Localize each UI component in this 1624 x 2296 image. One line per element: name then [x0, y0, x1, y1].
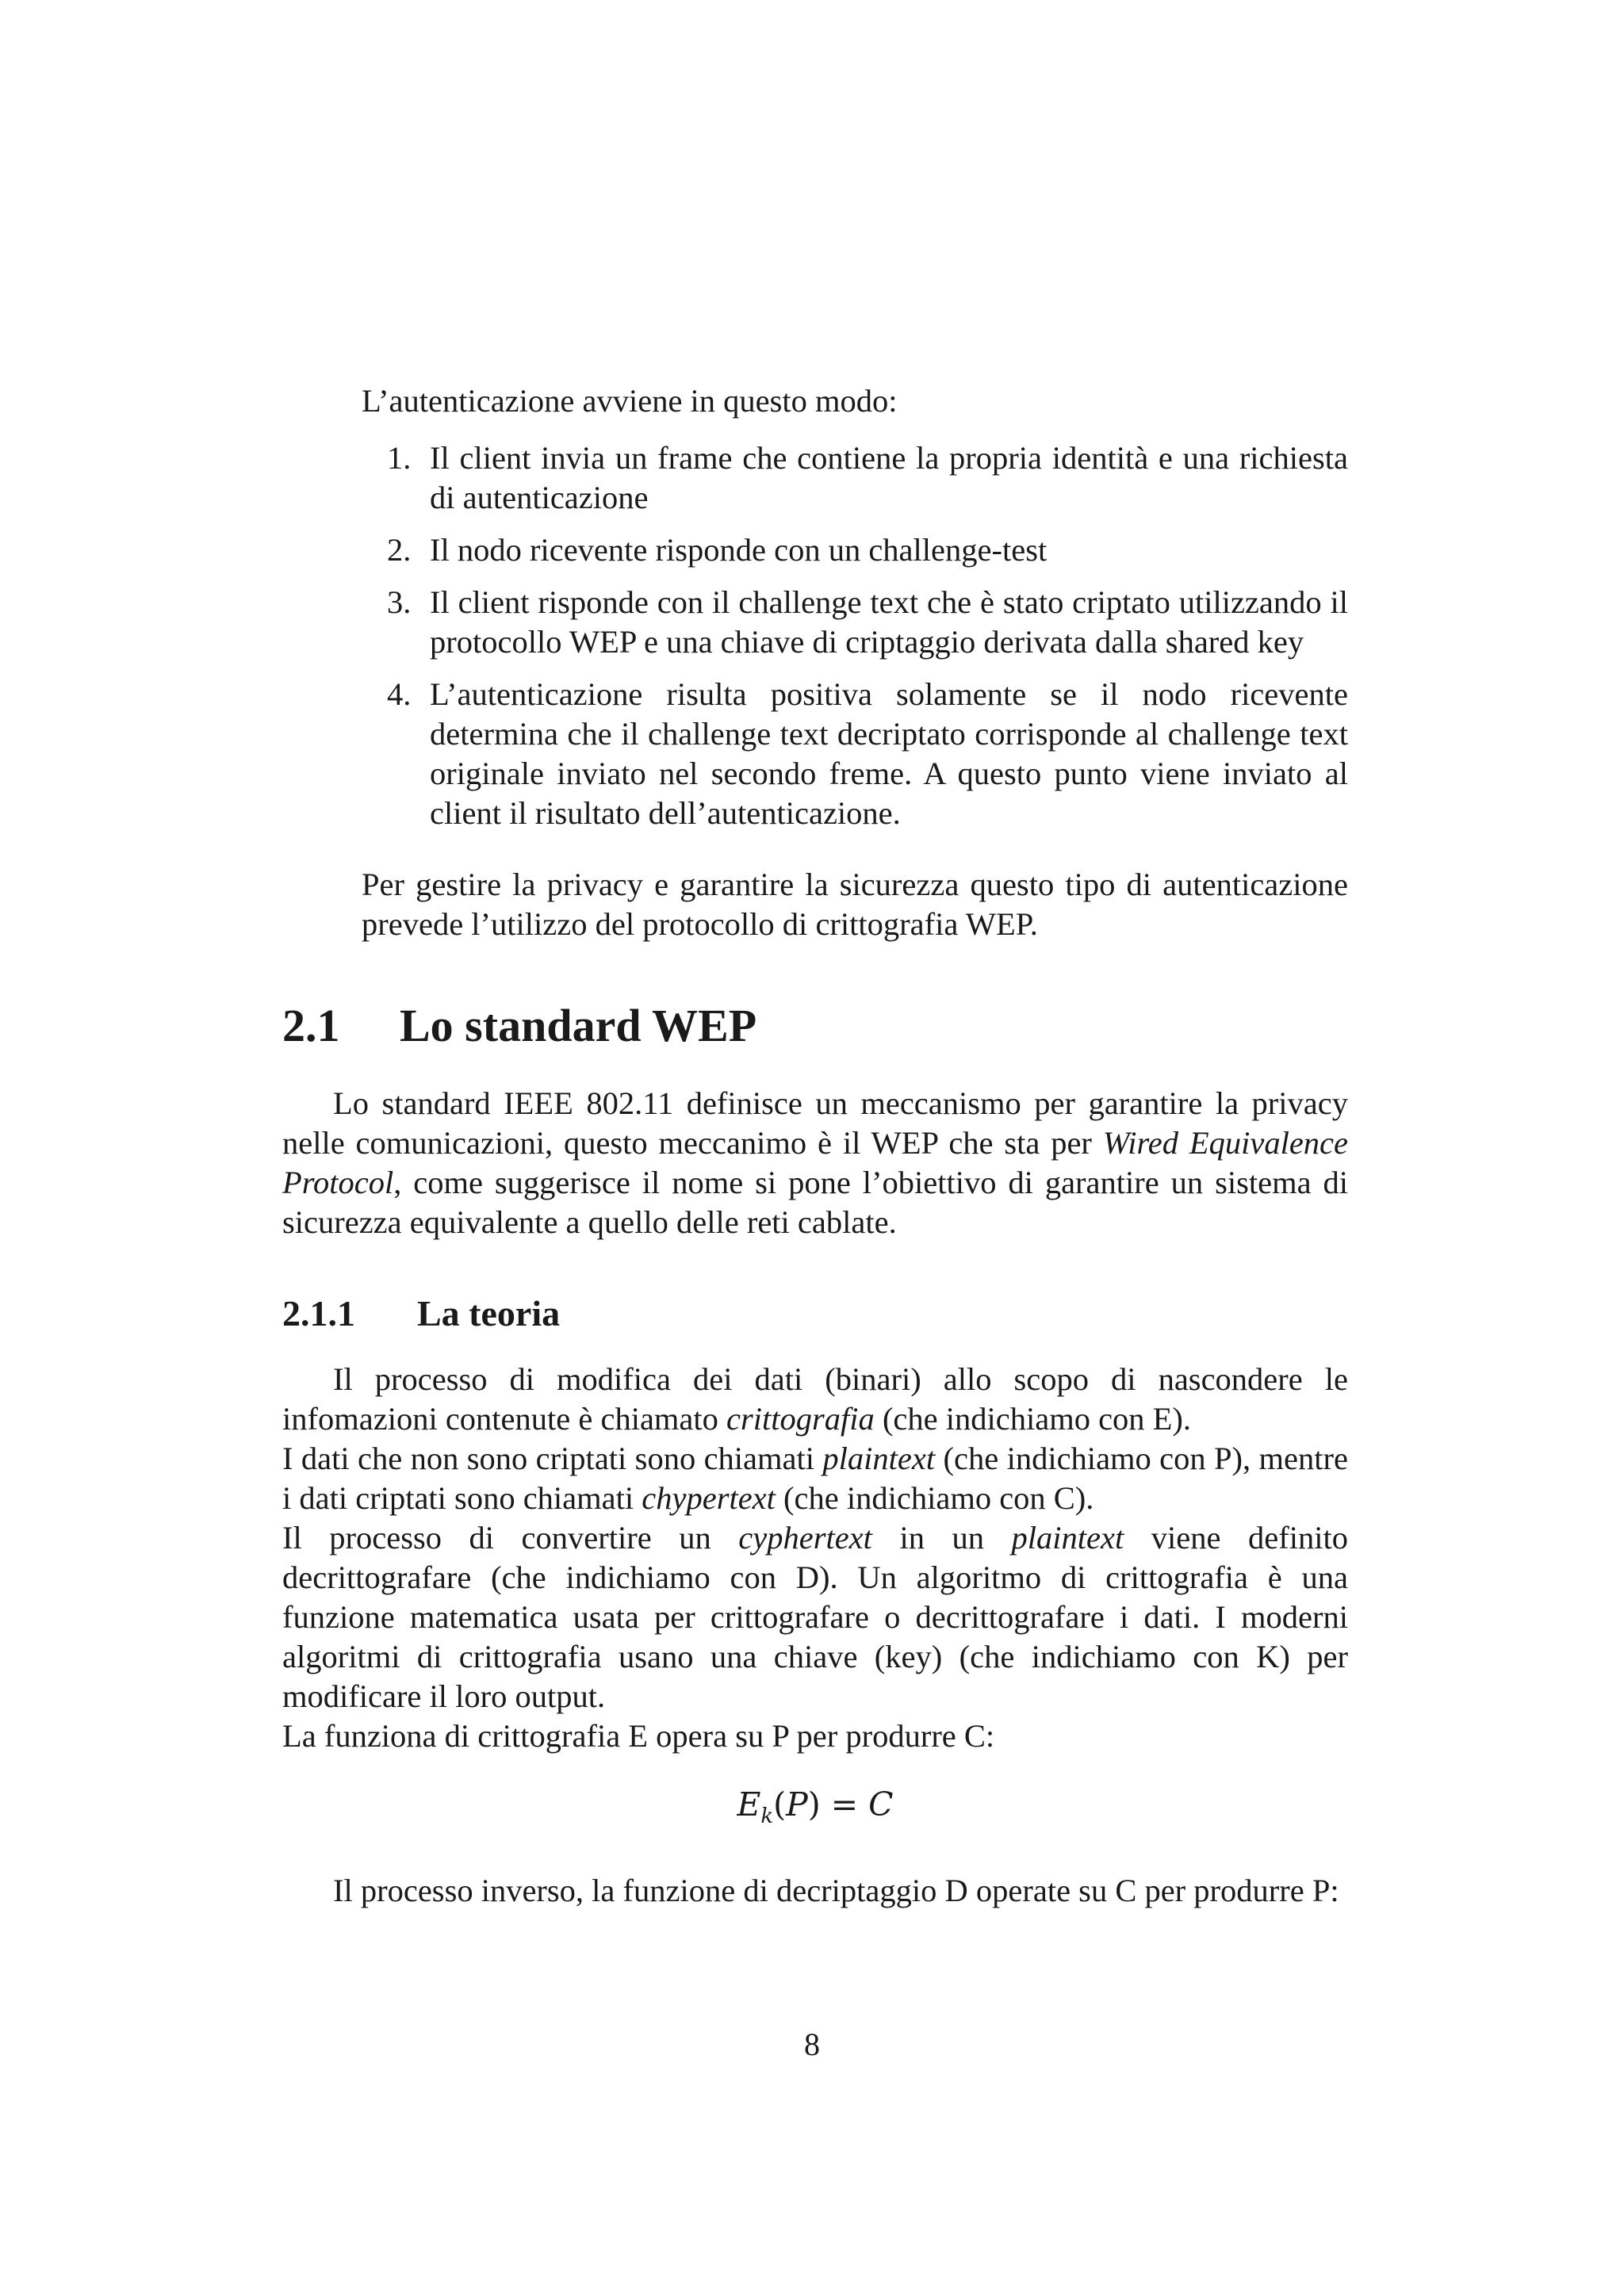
theory-paragraph-4: La funziona di crittografia E opera su P per produrre C: — [282, 1718, 995, 1754]
theory-paragraph-5: Il processo inverso, la funzione di decriptaggio D operate su C per produrre P: — [333, 1873, 1339, 1909]
formula-paren-close: ) — [807, 1785, 821, 1823]
paragraph-text: (che indichiamo con E). — [874, 1401, 1192, 1437]
intro-text: L’autenticazione avviene in questo modo: — [362, 382, 898, 419]
page-number: 8 — [804, 2026, 820, 2062]
list-item-text: Il client risponde con il challenge text che è stato criptato utilizzando il protocollo WEP e una chiave di criptaggio derivata dalla shared key — [430, 584, 1348, 660]
section-paragraph-text: Lo standard IEEE 802.11 definisce un meccanismo per garantire la privacy nelle comunicazioni, questo meccanimo è il WEP che sta per — [282, 1085, 1348, 1161]
encryption-formula — [282, 1785, 1348, 1836]
list-item-text: Il nodo ricevente risponde con un challenge-test — [430, 531, 1048, 568]
authentication-steps-list — [282, 438, 1348, 833]
subsection-heading — [282, 1292, 1348, 1336]
formula-result: C — [868, 1785, 894, 1823]
paragraph-text: viene definito decrittografare (che indichiamo con D). Un algoritmo di crittografia è una funzione matematica usata per crittografare o decrittografare i dati. I moderni algoritmi di crittografia usano una chiave (key) (che indichiamo con K) per modificare il loro output. — [282, 1520, 1348, 1714]
emphasis-chypertext: chypertext — [642, 1480, 776, 1516]
list-item — [387, 438, 1348, 518]
document-page — [282, 349, 1348, 1911]
theory-paragraph-2 — [282, 1439, 1348, 1518]
paragraph-text: (che indichiamo con P), mentre i dati criptati sono chiamati — [282, 1441, 1348, 1516]
emphasis-crittografia: crittografia — [726, 1401, 875, 1437]
formula-subscript: k — [760, 1804, 774, 1829]
emphasis-cyphertext: cyphertext — [738, 1520, 872, 1556]
list-item-number: 2. — [387, 531, 412, 568]
theory-paragraph-3 — [282, 1518, 1348, 1716]
formula-argument: P — [786, 1785, 808, 1823]
section-title: Lo standard WEP — [400, 1000, 757, 1051]
paragraph-text: (che indichiamo con C). — [775, 1480, 1094, 1516]
section-paragraph — [282, 1084, 1348, 1242]
list-item-number: 1. — [387, 439, 412, 476]
list-item-text: Il client invia un frame che contiene la propria identità e una richiesta di autenticazione — [430, 439, 1348, 515]
paragraph-text: in un — [871, 1520, 1012, 1556]
formula-paren-open: ( — [773, 1785, 787, 1823]
list-item — [387, 583, 1348, 662]
paragraph-text: Il processo di modifica dei dati (binari) allo scopo di nascondere le infomazioni contenute è chiamato — [282, 1361, 1348, 1437]
list-item-number: 4. — [387, 675, 412, 712]
formula-function: E — [737, 1785, 761, 1823]
list-item-text: L’autenticazione risulta positiva solamente se il nodo ricevente determina che il challenge text decriptato corrisponde al challenge text originale inviato nel secondo freme. A questo punto viene inviato al client il risultato dell’autenticazione. — [430, 675, 1348, 831]
section-heading — [282, 1000, 1348, 1052]
list-item — [387, 675, 1348, 833]
paragraph-text: I dati che non sono criptati sono chiamati — [282, 1441, 823, 1476]
list-item-number: 3. — [387, 584, 412, 620]
theory-paragraph-1 — [282, 1360, 1348, 1439]
subsection-number: 2.1.1 — [282, 1293, 355, 1334]
privacy-paragraph: Per gestire la privacy e garantire la sicurezza questo tipo di autenticazione prevede l’utilizzo del protocollo di crittografia WEP. — [362, 867, 1348, 942]
formula-equals: = — [820, 1785, 869, 1823]
subsection-title: La teoria — [417, 1293, 561, 1334]
section-paragraph-emphasis: Wired Equivalence Protocol — [282, 1125, 1348, 1200]
subsection-body — [282, 1360, 1348, 1756]
emphasis-plaintext: plaintext — [822, 1441, 936, 1476]
list-item — [387, 530, 1348, 570]
paragraph-text: Il processo di convertire un — [282, 1520, 739, 1556]
emphasis-plaintext: plaintext — [1011, 1520, 1124, 1556]
section-paragraph-text-end: , come suggerisce il nome si pone l’obiettivo di garantire un sistema di sicurezza equivalente a quello delle reti cablate. — [282, 1165, 1348, 1240]
section-number: 2.1 — [282, 1000, 340, 1051]
